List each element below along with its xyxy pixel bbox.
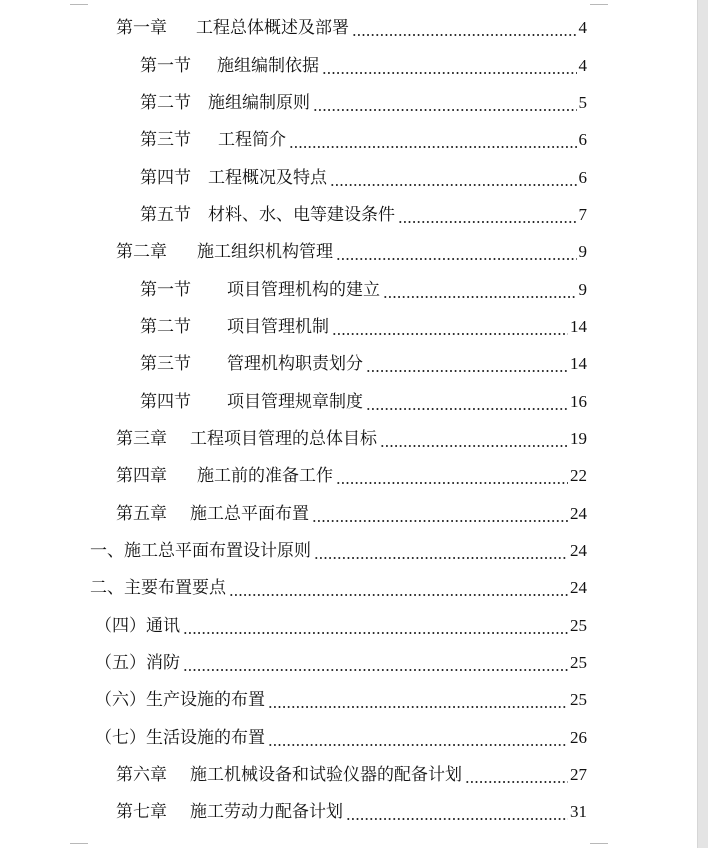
toc-entry[interactable] bbox=[116, 502, 587, 526]
toc-title: 施工总平面布置设计原则 bbox=[124, 541, 311, 561]
toc-title: 主要布置要点 bbox=[124, 578, 226, 598]
toc-leader bbox=[352, 16, 577, 40]
toc-entry[interactable] bbox=[140, 390, 587, 414]
toc-entry[interactable] bbox=[90, 539, 587, 563]
toc-leader bbox=[336, 464, 568, 488]
corner-crop-mark bbox=[70, 4, 88, 5]
toc-number: 第一节 bbox=[140, 280, 191, 300]
corner-crop-mark bbox=[590, 843, 608, 844]
toc-leader bbox=[383, 278, 577, 302]
toc-entry[interactable] bbox=[116, 763, 587, 787]
toc-entry[interactable] bbox=[95, 688, 587, 712]
toc-leader bbox=[229, 576, 568, 600]
toc-page-number: 27 bbox=[570, 765, 587, 784]
toc-page-number: 6 bbox=[578, 130, 587, 149]
toc-entry[interactable] bbox=[140, 91, 587, 115]
toc-number: 第三节 bbox=[140, 354, 191, 374]
toc-leader bbox=[183, 614, 568, 638]
toc-leader bbox=[268, 688, 568, 712]
toc-page-number: 24 bbox=[570, 578, 587, 597]
toc-number: 第一节 bbox=[140, 56, 191, 76]
toc-title: 施工组织机构管理 bbox=[197, 242, 333, 262]
toc-page-number: 22 bbox=[570, 466, 587, 485]
toc-leader bbox=[332, 315, 568, 339]
toc-number: 第二章 bbox=[116, 242, 167, 262]
toc-leader bbox=[366, 390, 568, 414]
toc-number: 第四节 bbox=[140, 168, 191, 188]
toc-leader bbox=[398, 203, 577, 227]
toc-entry[interactable] bbox=[140, 166, 587, 190]
vertical-scrollbar[interactable] bbox=[697, 0, 708, 848]
toc-leader bbox=[313, 91, 577, 115]
corner-crop-mark bbox=[590, 4, 608, 5]
toc-number: 第四节 bbox=[140, 392, 191, 412]
toc-title: 材料、水、电等建设条件 bbox=[208, 205, 395, 225]
toc-number: 二、 bbox=[90, 578, 124, 598]
toc-title: 通讯 bbox=[146, 616, 180, 636]
toc-title: 施工劳动力配备计划 bbox=[190, 802, 343, 822]
toc-page-number: 24 bbox=[570, 541, 587, 560]
toc-number: 第五章 bbox=[116, 504, 167, 524]
toc-number: 第一章 bbox=[116, 18, 167, 38]
toc-number: 第二节 bbox=[140, 317, 191, 337]
toc-title: 消防 bbox=[146, 653, 180, 673]
toc-entry[interactable] bbox=[116, 240, 587, 264]
toc-page-number: 7 bbox=[578, 205, 587, 224]
toc-title: 工程概况及特点 bbox=[208, 168, 327, 188]
toc-leader bbox=[268, 726, 568, 750]
toc-page-number: 26 bbox=[570, 728, 587, 747]
toc-title: 工程简介 bbox=[218, 130, 286, 150]
toc-number: 第三节 bbox=[140, 130, 191, 150]
toc-page-number: 4 bbox=[578, 18, 587, 37]
toc-page-number: 19 bbox=[570, 429, 587, 448]
toc-title: 项目管理机构的建立 bbox=[227, 280, 380, 300]
toc-title: 工程项目管理的总体目标 bbox=[190, 429, 377, 449]
toc-entry[interactable] bbox=[95, 726, 587, 750]
toc-entry[interactable] bbox=[140, 278, 587, 302]
toc-title: 施工前的准备工作 bbox=[197, 466, 333, 486]
toc-entry[interactable] bbox=[90, 576, 587, 600]
toc-leader bbox=[289, 128, 577, 152]
toc-title: 施工机械设备和试验仪器的配备计划 bbox=[190, 765, 462, 785]
toc-entry[interactable] bbox=[116, 16, 587, 40]
toc-title: 施组编制原则 bbox=[208, 93, 310, 113]
toc-number: 一、 bbox=[90, 541, 124, 561]
toc-leader bbox=[183, 651, 568, 675]
toc-leader bbox=[366, 352, 568, 376]
toc-page-number: 25 bbox=[570, 653, 587, 672]
toc-page-number: 14 bbox=[570, 317, 587, 336]
toc-title: 项目管理机制 bbox=[227, 317, 329, 337]
toc-page-number: 25 bbox=[570, 690, 587, 709]
toc-title: 施组编制依据 bbox=[217, 56, 319, 76]
toc-entry[interactable] bbox=[95, 651, 587, 675]
toc-title: 生活设施的布置 bbox=[146, 728, 265, 748]
toc-entry[interactable] bbox=[116, 464, 587, 488]
toc-leader bbox=[346, 800, 568, 824]
toc-page-number: 16 bbox=[570, 392, 587, 411]
corner-crop-mark bbox=[70, 843, 88, 844]
toc-page-number: 24 bbox=[570, 504, 587, 523]
toc-number: （七） bbox=[95, 728, 146, 748]
toc-entry[interactable] bbox=[140, 315, 587, 339]
toc-leader bbox=[380, 427, 568, 451]
toc-page-number: 4 bbox=[578, 56, 587, 75]
toc-entry[interactable] bbox=[95, 614, 587, 638]
toc-number: （六） bbox=[95, 690, 146, 710]
toc-page-number: 5 bbox=[578, 93, 587, 112]
toc-title: 工程总体概述及部署 bbox=[196, 18, 349, 38]
toc-entry[interactable] bbox=[140, 54, 587, 78]
toc-number: 第五节 bbox=[140, 205, 191, 225]
toc-leader bbox=[314, 539, 568, 563]
toc-title: 管理机构职责划分 bbox=[227, 354, 363, 374]
toc-number: （五） bbox=[95, 653, 146, 673]
toc-page-number: 9 bbox=[578, 280, 587, 299]
toc-number: 第四章 bbox=[116, 466, 167, 486]
toc-leader bbox=[465, 763, 568, 787]
toc-number: 第六章 bbox=[116, 765, 167, 785]
toc-entry[interactable] bbox=[140, 128, 587, 152]
toc-entry[interactable] bbox=[140, 352, 587, 376]
toc-entry[interactable] bbox=[116, 427, 587, 451]
toc-number: （四） bbox=[95, 616, 146, 636]
toc-leader bbox=[330, 166, 577, 190]
toc-title: 生产设施的布置 bbox=[146, 690, 265, 710]
toc-page-number: 14 bbox=[570, 354, 587, 373]
toc-page-number: 9 bbox=[578, 242, 587, 261]
toc-page-number: 25 bbox=[570, 616, 587, 635]
toc-page-number: 6 bbox=[578, 168, 587, 187]
toc-number: 第二节 bbox=[140, 93, 191, 113]
toc-leader bbox=[322, 54, 577, 78]
toc-number: 第七章 bbox=[116, 802, 167, 822]
toc-number: 第三章 bbox=[116, 429, 167, 449]
toc-page-number: 31 bbox=[570, 802, 587, 821]
toc-entry[interactable] bbox=[116, 800, 587, 824]
toc-title: 施工总平面布置 bbox=[190, 504, 309, 524]
toc-entry[interactable] bbox=[140, 203, 587, 227]
toc-title: 项目管理规章制度 bbox=[227, 392, 363, 412]
toc-leader bbox=[336, 240, 577, 264]
toc-leader bbox=[312, 502, 568, 526]
